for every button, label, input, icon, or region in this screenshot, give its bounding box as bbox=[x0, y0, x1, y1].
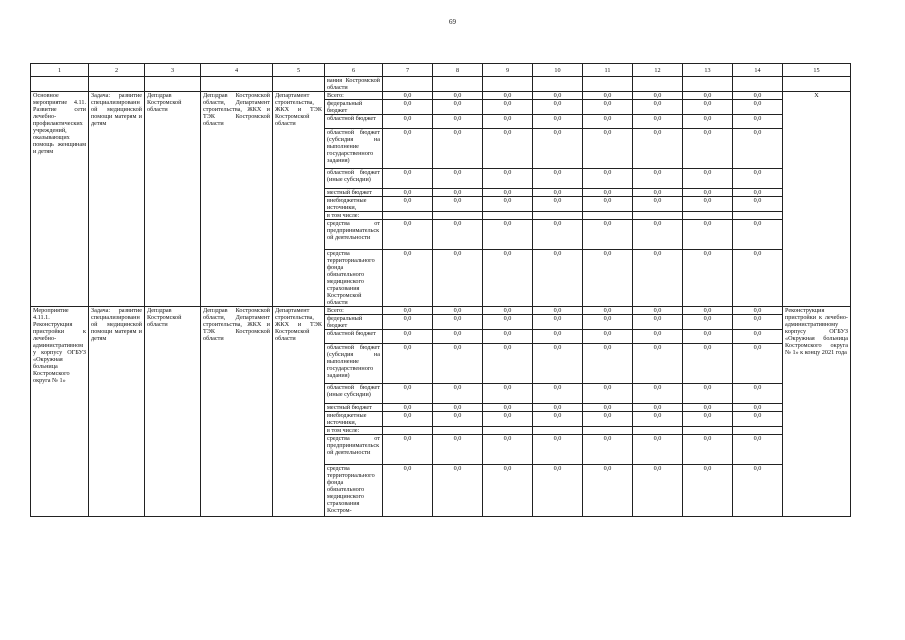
funding-value: 0,0 bbox=[733, 465, 783, 517]
funding-value bbox=[633, 427, 683, 435]
funding-value: 0,0 bbox=[383, 189, 433, 197]
funding-value: 0,0 bbox=[383, 169, 433, 189]
funding-value bbox=[433, 212, 483, 220]
empty-cell bbox=[273, 77, 325, 92]
funding-value bbox=[733, 427, 783, 435]
funding-value: 0,0 bbox=[583, 465, 633, 517]
funding-value: 0,0 bbox=[383, 100, 433, 115]
event-name: Основное мероприятие 4.11. Развитие сети лечебно-профилактических учреждений, оказывающих помощь женщинам и детям bbox=[31, 92, 89, 307]
funding-value: 0,0 bbox=[433, 189, 483, 197]
funding-value bbox=[383, 427, 433, 435]
funding-value bbox=[433, 427, 483, 435]
funding-value: 0,0 bbox=[633, 115, 683, 129]
funding-value: 0,0 bbox=[583, 92, 633, 100]
column-number-row bbox=[31, 64, 851, 77]
empty-cell bbox=[201, 77, 273, 92]
funding-value: 0,0 bbox=[533, 330, 583, 344]
funding-value: 0,0 bbox=[683, 404, 733, 412]
funding-source: в том числе: bbox=[325, 212, 383, 220]
funding-value: 0,0 bbox=[583, 250, 633, 307]
column-number: 2 bbox=[89, 64, 145, 77]
funding-value: 0,0 bbox=[633, 315, 683, 330]
funding-value: 0,0 bbox=[583, 435, 633, 465]
funding-value: 0,0 bbox=[733, 189, 783, 197]
continuation-row bbox=[31, 77, 851, 92]
funding-value: 0,0 bbox=[733, 100, 783, 115]
funding-value: 0,0 bbox=[733, 92, 783, 100]
funding-value: 0,0 bbox=[383, 220, 433, 250]
funding-value: 0,0 bbox=[383, 404, 433, 412]
funding-value: 0,0 bbox=[433, 250, 483, 307]
funding-value: 0,0 bbox=[433, 92, 483, 100]
participant: Департамент строительства, ЖКХ и ТЭК Костромской области bbox=[273, 307, 325, 517]
funding-value: 0,0 bbox=[583, 129, 633, 169]
empty-cell bbox=[89, 77, 145, 92]
funding-value: 0,0 bbox=[383, 412, 433, 427]
funding-value: 0,0 bbox=[633, 220, 683, 250]
continuation-label: вания Костромской области bbox=[325, 77, 383, 92]
funding-value: 0,0 bbox=[383, 115, 433, 129]
funding-value: 0,0 bbox=[733, 129, 783, 169]
funding-value: 0,0 bbox=[483, 465, 533, 517]
funding-value: 0,0 bbox=[383, 315, 433, 330]
funding-source: областной бюджет (субсидия на выполнение государственного задания) bbox=[325, 344, 383, 384]
funding-source: федеральный бюджет bbox=[325, 315, 383, 330]
funding-value: 0,0 bbox=[433, 465, 483, 517]
funding-value: 0,0 bbox=[383, 344, 433, 384]
funding-source: областной бюджет (иные субсидии) bbox=[325, 169, 383, 189]
funding-source: внебюджетные источники, bbox=[325, 412, 383, 427]
funding-value: 0,0 bbox=[433, 129, 483, 169]
funding-source: средства от предпринимательской деятельности bbox=[325, 435, 383, 465]
funding-value: 0,0 bbox=[733, 169, 783, 189]
funding-value: 0,0 bbox=[433, 197, 483, 212]
funding-value: 0,0 bbox=[533, 92, 583, 100]
funding-value: 0,0 bbox=[633, 189, 683, 197]
funding-value bbox=[483, 427, 533, 435]
funding-value: 0,0 bbox=[383, 384, 433, 404]
funding-value: 0,0 bbox=[683, 465, 733, 517]
funding-value: 0,0 bbox=[733, 435, 783, 465]
funding-value: 0,0 bbox=[683, 250, 733, 307]
empty-cell bbox=[683, 77, 733, 92]
funding-value: 0,0 bbox=[483, 220, 533, 250]
funding-value: 0,0 bbox=[483, 115, 533, 129]
funding-value: 0,0 bbox=[483, 315, 533, 330]
funding-value bbox=[733, 212, 783, 220]
funding-value: 0,0 bbox=[733, 344, 783, 384]
funding-source: в том числе: bbox=[325, 427, 383, 435]
funding-value: 0,0 bbox=[683, 169, 733, 189]
funding-value: 0,0 bbox=[733, 315, 783, 330]
funding-source: внебюджетные источники, bbox=[325, 197, 383, 212]
coexecutor: Депздрав Костромской области, Департамент строительства, ЖКХ и ТЭК Костромской области bbox=[201, 92, 273, 307]
funding-value: 0,0 bbox=[683, 197, 733, 212]
empty-cell bbox=[633, 77, 683, 92]
funding-value: 0,0 bbox=[633, 344, 683, 384]
funding-value: 0,0 bbox=[583, 344, 633, 384]
event-name: Мероприятие 4.11.1. Реконструкция пристройки к лечебно-административному корпусу ОГБУЗ «Окружная больница Костромского округа № 1» bbox=[31, 307, 89, 517]
funding-value: 0,0 bbox=[733, 412, 783, 427]
funding-value: 0,0 bbox=[633, 129, 683, 169]
funding-value bbox=[583, 427, 633, 435]
funding-value: 0,0 bbox=[533, 465, 583, 517]
funding-value: 0,0 bbox=[683, 412, 733, 427]
column-number: 13 bbox=[683, 64, 733, 77]
funding-value: 0,0 bbox=[583, 220, 633, 250]
funding-value: 0,0 bbox=[683, 307, 733, 315]
funding-source: средства от предпринимательской деятельности bbox=[325, 220, 383, 250]
expected-result: Х bbox=[783, 92, 851, 307]
funding-value: 0,0 bbox=[633, 100, 683, 115]
funding-value: 0,0 bbox=[433, 100, 483, 115]
funding-value: 0,0 bbox=[583, 189, 633, 197]
funding-value: 0,0 bbox=[583, 115, 633, 129]
funding-value: 0,0 bbox=[583, 412, 633, 427]
funding-value bbox=[533, 427, 583, 435]
funding-value: 0,0 bbox=[383, 435, 433, 465]
funding-value: 0,0 bbox=[433, 315, 483, 330]
empty-cell bbox=[483, 77, 533, 92]
participant: Департамент строительства, ЖКХ и ТЭК Костромской области bbox=[273, 92, 325, 307]
funding-value: 0,0 bbox=[433, 169, 483, 189]
funding-value: 0,0 bbox=[433, 412, 483, 427]
task: Задача: развитие специализированной медицинской помощи матерям и детям bbox=[89, 307, 145, 517]
funding-value: 0,0 bbox=[533, 220, 583, 250]
funding-value: 0,0 bbox=[433, 344, 483, 384]
funding-value: 0,0 bbox=[383, 197, 433, 212]
funding-value: 0,0 bbox=[633, 307, 683, 315]
funding-value: 0,0 bbox=[383, 330, 433, 344]
empty-cell bbox=[733, 77, 783, 92]
funding-value: 0,0 bbox=[433, 435, 483, 465]
funding-value: 0,0 bbox=[733, 220, 783, 250]
funding-value: 0,0 bbox=[683, 92, 733, 100]
funding-value: 0,0 bbox=[683, 315, 733, 330]
funding-value: 0,0 bbox=[483, 197, 533, 212]
funding-source: средства территориального фонда обязательного медицинского страхования Костромской области bbox=[325, 250, 383, 307]
funding-value: 0,0 bbox=[583, 384, 633, 404]
coexecutor: Депздрав Костромской области, Департамент строительства, ЖКХ и ТЭК Костромской области bbox=[201, 307, 273, 517]
funding-value: 0,0 bbox=[383, 92, 433, 100]
funding-value: 0,0 bbox=[483, 169, 533, 189]
funding-value: 0,0 bbox=[633, 384, 683, 404]
funding-value: 0,0 bbox=[533, 435, 583, 465]
funding-value bbox=[633, 212, 683, 220]
column-number: 10 bbox=[533, 64, 583, 77]
funding-value bbox=[533, 212, 583, 220]
column-number: 11 bbox=[583, 64, 633, 77]
funding-value bbox=[483, 212, 533, 220]
column-number: 15 bbox=[783, 64, 851, 77]
empty-cell bbox=[145, 77, 201, 92]
funding-value: 0,0 bbox=[483, 189, 533, 197]
funding-source: областной бюджет (субсидия на выполнение государственного задания) bbox=[325, 129, 383, 169]
funding-value: 0,0 bbox=[483, 250, 533, 307]
funding-value: 0,0 bbox=[383, 465, 433, 517]
funding-value: 0,0 bbox=[733, 404, 783, 412]
column-number: 3 bbox=[145, 64, 201, 77]
funding-value bbox=[683, 427, 733, 435]
funding-value: 0,0 bbox=[583, 169, 633, 189]
funding-value: 0,0 bbox=[733, 307, 783, 315]
funding-source: областной бюджет (иные субсидии) bbox=[325, 384, 383, 404]
funding-value: 0,0 bbox=[483, 404, 533, 412]
funding-value: 0,0 bbox=[633, 169, 683, 189]
funding-value: 0,0 bbox=[683, 189, 733, 197]
funding-value: 0,0 bbox=[583, 307, 633, 315]
funding-value: 0,0 bbox=[483, 330, 533, 344]
funding-value: 0,0 bbox=[533, 197, 583, 212]
funding-value: 0,0 bbox=[683, 344, 733, 384]
funding-value: 0,0 bbox=[483, 384, 533, 404]
empty-cell bbox=[383, 77, 433, 92]
task: Задача: развитие специализированной медицинской помощи матерям и детям bbox=[89, 92, 145, 307]
funding-value: 0,0 bbox=[433, 384, 483, 404]
funding-value: 0,0 bbox=[633, 92, 683, 100]
funding-value: 0,0 bbox=[533, 129, 583, 169]
funding-value: 0,0 bbox=[533, 384, 583, 404]
empty-cell bbox=[31, 77, 89, 92]
funding-value: 0,0 bbox=[533, 315, 583, 330]
funding-value: 0,0 bbox=[633, 412, 683, 427]
funding-value: 0,0 bbox=[583, 404, 633, 412]
funding-value: 0,0 bbox=[633, 197, 683, 212]
funding-value: 0,0 bbox=[633, 404, 683, 412]
page-number: 69 bbox=[449, 18, 456, 26]
funding-value: 0,0 bbox=[683, 100, 733, 115]
funding-value: 0,0 bbox=[433, 115, 483, 129]
funding-source: местный бюджет bbox=[325, 189, 383, 197]
table-row bbox=[31, 92, 851, 100]
funding-value: 0,0 bbox=[533, 344, 583, 384]
funding-value: 0,0 bbox=[733, 250, 783, 307]
funding-value: 0,0 bbox=[683, 435, 733, 465]
funding-source: Всего: bbox=[325, 307, 383, 315]
funding-value: 0,0 bbox=[483, 100, 533, 115]
funding-source: областной бюджет bbox=[325, 330, 383, 344]
responsible: Депздрав Костромской области bbox=[145, 307, 201, 517]
funding-value: 0,0 bbox=[533, 412, 583, 427]
funding-value: 0,0 bbox=[533, 189, 583, 197]
funding-value: 0,0 bbox=[633, 435, 683, 465]
funding-value: 0,0 bbox=[533, 169, 583, 189]
funding-value: 0,0 bbox=[433, 330, 483, 344]
funding-value: 0,0 bbox=[733, 115, 783, 129]
column-number: 4 bbox=[201, 64, 273, 77]
funding-value: 0,0 bbox=[483, 344, 533, 384]
funding-value: 0,0 bbox=[583, 100, 633, 115]
column-number: 8 bbox=[433, 64, 483, 77]
funding-value: 0,0 bbox=[433, 404, 483, 412]
funding-value: 0,0 bbox=[483, 435, 533, 465]
funding-value: 0,0 bbox=[583, 315, 633, 330]
empty-cell bbox=[583, 77, 633, 92]
funding-value: 0,0 bbox=[683, 384, 733, 404]
column-number: 1 bbox=[31, 64, 89, 77]
funding-value: 0,0 bbox=[533, 307, 583, 315]
expected-result: Реконструкция пристройки к лечебно-административному корпусу ОГБУЗ «Окружная больница Костромского округа № 1» к концу 2021 года bbox=[783, 307, 851, 517]
funding-value: 0,0 bbox=[533, 100, 583, 115]
funding-value: 0,0 bbox=[433, 307, 483, 315]
funding-value: 0,0 bbox=[483, 307, 533, 315]
budget-table bbox=[30, 63, 851, 517]
funding-value: 0,0 bbox=[433, 220, 483, 250]
responsible: Депздрав Костромской области bbox=[145, 92, 201, 307]
funding-value: 0,0 bbox=[633, 330, 683, 344]
funding-value: 0,0 bbox=[683, 330, 733, 344]
funding-value: 0,0 bbox=[383, 307, 433, 315]
column-number: 6 bbox=[325, 64, 383, 77]
funding-value: 0,0 bbox=[483, 92, 533, 100]
funding-value: 0,0 bbox=[733, 384, 783, 404]
empty-cell bbox=[433, 77, 483, 92]
empty-cell bbox=[783, 77, 851, 92]
funding-value: 0,0 bbox=[583, 197, 633, 212]
column-number: 7 bbox=[383, 64, 433, 77]
funding-value: 0,0 bbox=[683, 115, 733, 129]
funding-value: 0,0 bbox=[383, 129, 433, 169]
empty-cell bbox=[533, 77, 583, 92]
column-number: 14 bbox=[733, 64, 783, 77]
column-number: 5 bbox=[273, 64, 325, 77]
funding-source: областной бюджет bbox=[325, 115, 383, 129]
funding-source: федеральный бюджет bbox=[325, 100, 383, 115]
funding-value: 0,0 bbox=[633, 250, 683, 307]
funding-value: 0,0 bbox=[483, 412, 533, 427]
funding-value: 0,0 bbox=[633, 465, 683, 517]
column-number: 12 bbox=[633, 64, 683, 77]
funding-source: средства территориального фонда обязательного медицинского страхования Костром- bbox=[325, 465, 383, 517]
funding-value: 0,0 bbox=[533, 404, 583, 412]
funding-value: 0,0 bbox=[533, 115, 583, 129]
funding-value: 0,0 bbox=[683, 129, 733, 169]
funding-value: 0,0 bbox=[733, 330, 783, 344]
funding-value bbox=[583, 212, 633, 220]
funding-value: 0,0 bbox=[533, 250, 583, 307]
funding-source: местный бюджет bbox=[325, 404, 383, 412]
column-number: 9 bbox=[483, 64, 533, 77]
funding-source: Всего: bbox=[325, 92, 383, 100]
funding-value: 0,0 bbox=[583, 330, 633, 344]
funding-value bbox=[683, 212, 733, 220]
funding-value bbox=[383, 212, 433, 220]
funding-value: 0,0 bbox=[733, 197, 783, 212]
table-row bbox=[31, 307, 851, 315]
funding-value: 0,0 bbox=[383, 250, 433, 307]
funding-value: 0,0 bbox=[483, 129, 533, 169]
funding-value: 0,0 bbox=[683, 220, 733, 250]
